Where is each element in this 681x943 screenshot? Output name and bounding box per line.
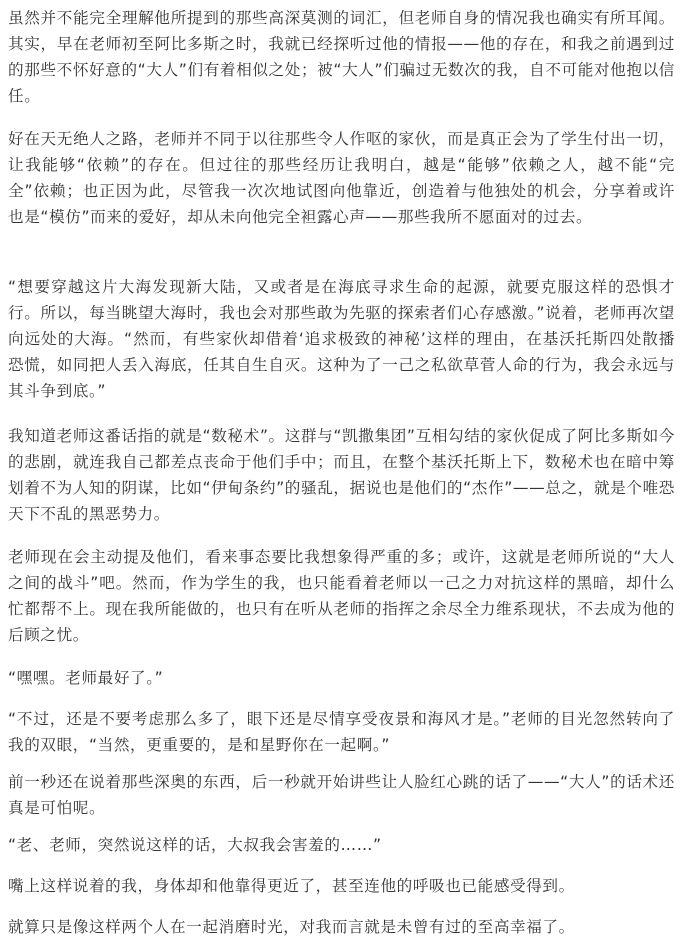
paragraph: 前一秒还在说着那些深奥的东西，后一秒就开始讲些让人脸红心跳的话了——“大人”的话术还真是可怕呢。 bbox=[8, 773, 675, 817]
paragraph: 我知道老师这番话指的就是“数秘术”。这群与“凯撒集团”互相勾结的家伙促成了阿比多斯如今的悲剧，就连我自己都差点丧命于他们手中；而且，在整个基沃托斯上下，数秘术也在暗中筹划着不为人知的阴谋，比如“伊甸条约”的骚乱，据说也是他们的“杰作”——总之，就是个唯恐天下不乱的黑恶势力。 bbox=[8, 427, 675, 523]
paragraph: 就算只是像这样两个人在一起消磨时光，对我而言就是未曾有过的至高幸福了。 bbox=[8, 918, 575, 936]
paragraph: 老师现在会主动提及他们，看来事态要比我想象得严重的多；或许，这就是老师所说的“大人之间的战斗”吧。然而，作为学生的我，也只能看着老师以一己之力对抗这样的黑暗，却什么忙都帮不上。现在我所能做的，也只有在听从老师的指挥之余尽全力维系现状，不去成为他的后顾之忧。 bbox=[8, 548, 675, 644]
paragraph: “不过，还是不要考虑那么多了，眼下还是尽情享受夜景和海风才是。”老师的目光忽然转向了我的双眼，“当然，更重要的，是和星野你在一起啊。” bbox=[8, 710, 675, 754]
paragraph: 嘴上这样说着的我，身体却和他靠得更近了，甚至连他的呼吸也已能感受得到。 bbox=[8, 877, 575, 895]
paragraph: “老、老师，突然说这样的话，大叔我会害羞的……” bbox=[8, 836, 382, 854]
paragraph: “嘿嘿。老师最好了。” bbox=[8, 669, 164, 687]
paragraph: 虽然并不能完全理解他所提到的那些高深莫测的词汇，但老师自身的情况我也确实有所耳闻。其实，早在老师初至阿比多斯之时，我就已经探听过他的情报——他的存在，和我之前遇到过的那些不怀好意的“大人”们有着相似之处；被“大人”们骗过无数次的我，自不可能对他抱以信任。 bbox=[8, 9, 675, 105]
paragraph: “想要穿越这片大海发现新大陆，又或者是在海底寻求生命的起源，就要克服这样的恐惧才行。所以，每当眺望大海时，我也会对那些敢为先驱的探索者们心存感激。”说着，老师再次望向远处的大海。“然而，有些家伙却借着‘追求极致的神秘’这样的理由，在基沃托斯四处散播恐慌，如同把人丢入海底，任其自生自灭。这种为了一己之私欲草菅人命的行为，我会永远与其斗争到底。” bbox=[8, 278, 675, 400]
paragraph: 好在天无绝人之路，老师并不同于以往那些令人作呕的家伙，而是真正会为了学生付出一切，让我能够“依赖”的存在。但过往的那些经历让我明白，越是“能够”依赖之人，越不能“完全”依赖；也正因为此，尽管我一次次地试图向他靠近，创造着与他独处的机会，分享着或许也是“模仿”而来的爱好，却从未向他完全袒露心声——那些我所不愿面对的过去。 bbox=[8, 130, 675, 226]
